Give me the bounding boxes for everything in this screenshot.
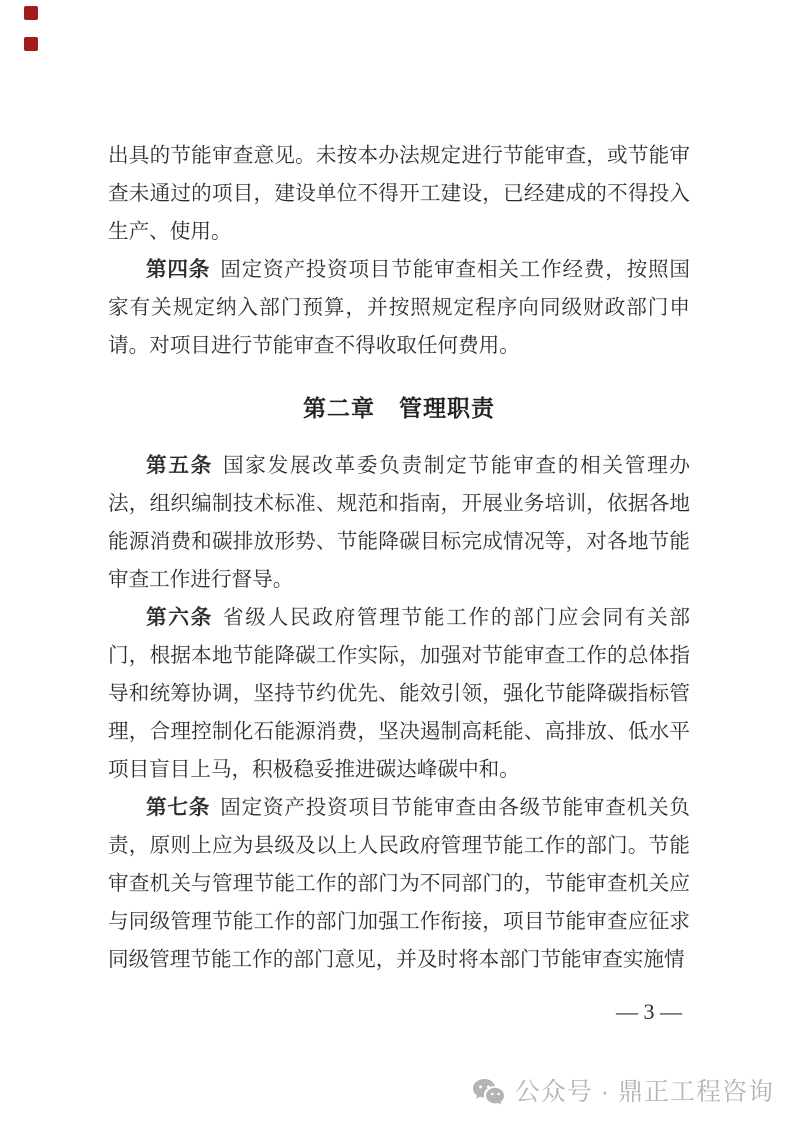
article-4-paragraph	[108, 251, 690, 365]
paragraph-text: 国家发展改革委负责制定节能审查的相关管理办法，组织编制技术标准、规范和指南，开展业务培训，依据各地能源消费和碳排放形势、节能降碳目标完成情况等，对各地节能审查工作进行督导。	[108, 455, 691, 591]
article-5-paragraph	[108, 447, 690, 599]
chapter-heading: 第二章 管理职责	[303, 395, 495, 421]
wechat-watermark	[472, 1077, 774, 1107]
paragraph-text: 省级人民政府管理节能工作的部门应会同有关部门，根据本地节能降碳工作实际，加强对节能审查工作的总体指导和统筹协调，坚持节约优先、能效引领，强化节能降碳指标管理，合理控制化石能源消费，坚决遏制高耗能、高排放、低水平项目盲目上马，积极稳妥推进碳达峰碳中和。	[108, 607, 691, 781]
paragraph-continuation	[108, 137, 690, 251]
paragraph-text: 固定资产投资项目节能审查由各级节能审查机关负责，原则上应为县级及以上人民政府管理节能工作的部门。节能审查机关与管理节能工作的部门为不同部门的，节能审查机关应与同级管理节能工作的部门加强工作衔接，项目节能审查应征求同级管理节能工作的部门意见，并及时将本部门节能审查实施情	[108, 797, 691, 971]
article-6-paragraph	[108, 599, 690, 789]
paragraph-text: 出具的节能审查意见。未按本办法规定进行节能审查，或节能审查未通过的项目，建设单位不得开工建设，已经建成的不得投入生产、使用。	[108, 145, 690, 243]
document-body	[108, 137, 690, 979]
article-6-label: 第六条	[146, 606, 213, 629]
red-mark-bottom	[24, 37, 38, 51]
red-mark-top	[24, 6, 38, 20]
article-4-label: 第四条	[146, 258, 211, 281]
paragraph-text: 固定资产投资项目节能审查相关工作经费，按照国家有关规定纳入部门预算，并按照规定程序向同级财政部门申请。对项目进行节能审查不得收取任何费用。	[108, 259, 691, 357]
article-7-label: 第七条	[146, 796, 211, 819]
wechat-icon	[472, 1078, 506, 1106]
article-5-label: 第五条	[146, 454, 213, 477]
page-number: — 3 —	[616, 999, 682, 1024]
article-7-paragraph	[108, 789, 690, 979]
wechat-watermark-label: 公众号 · 鼎正工程咨询	[514, 1078, 774, 1106]
